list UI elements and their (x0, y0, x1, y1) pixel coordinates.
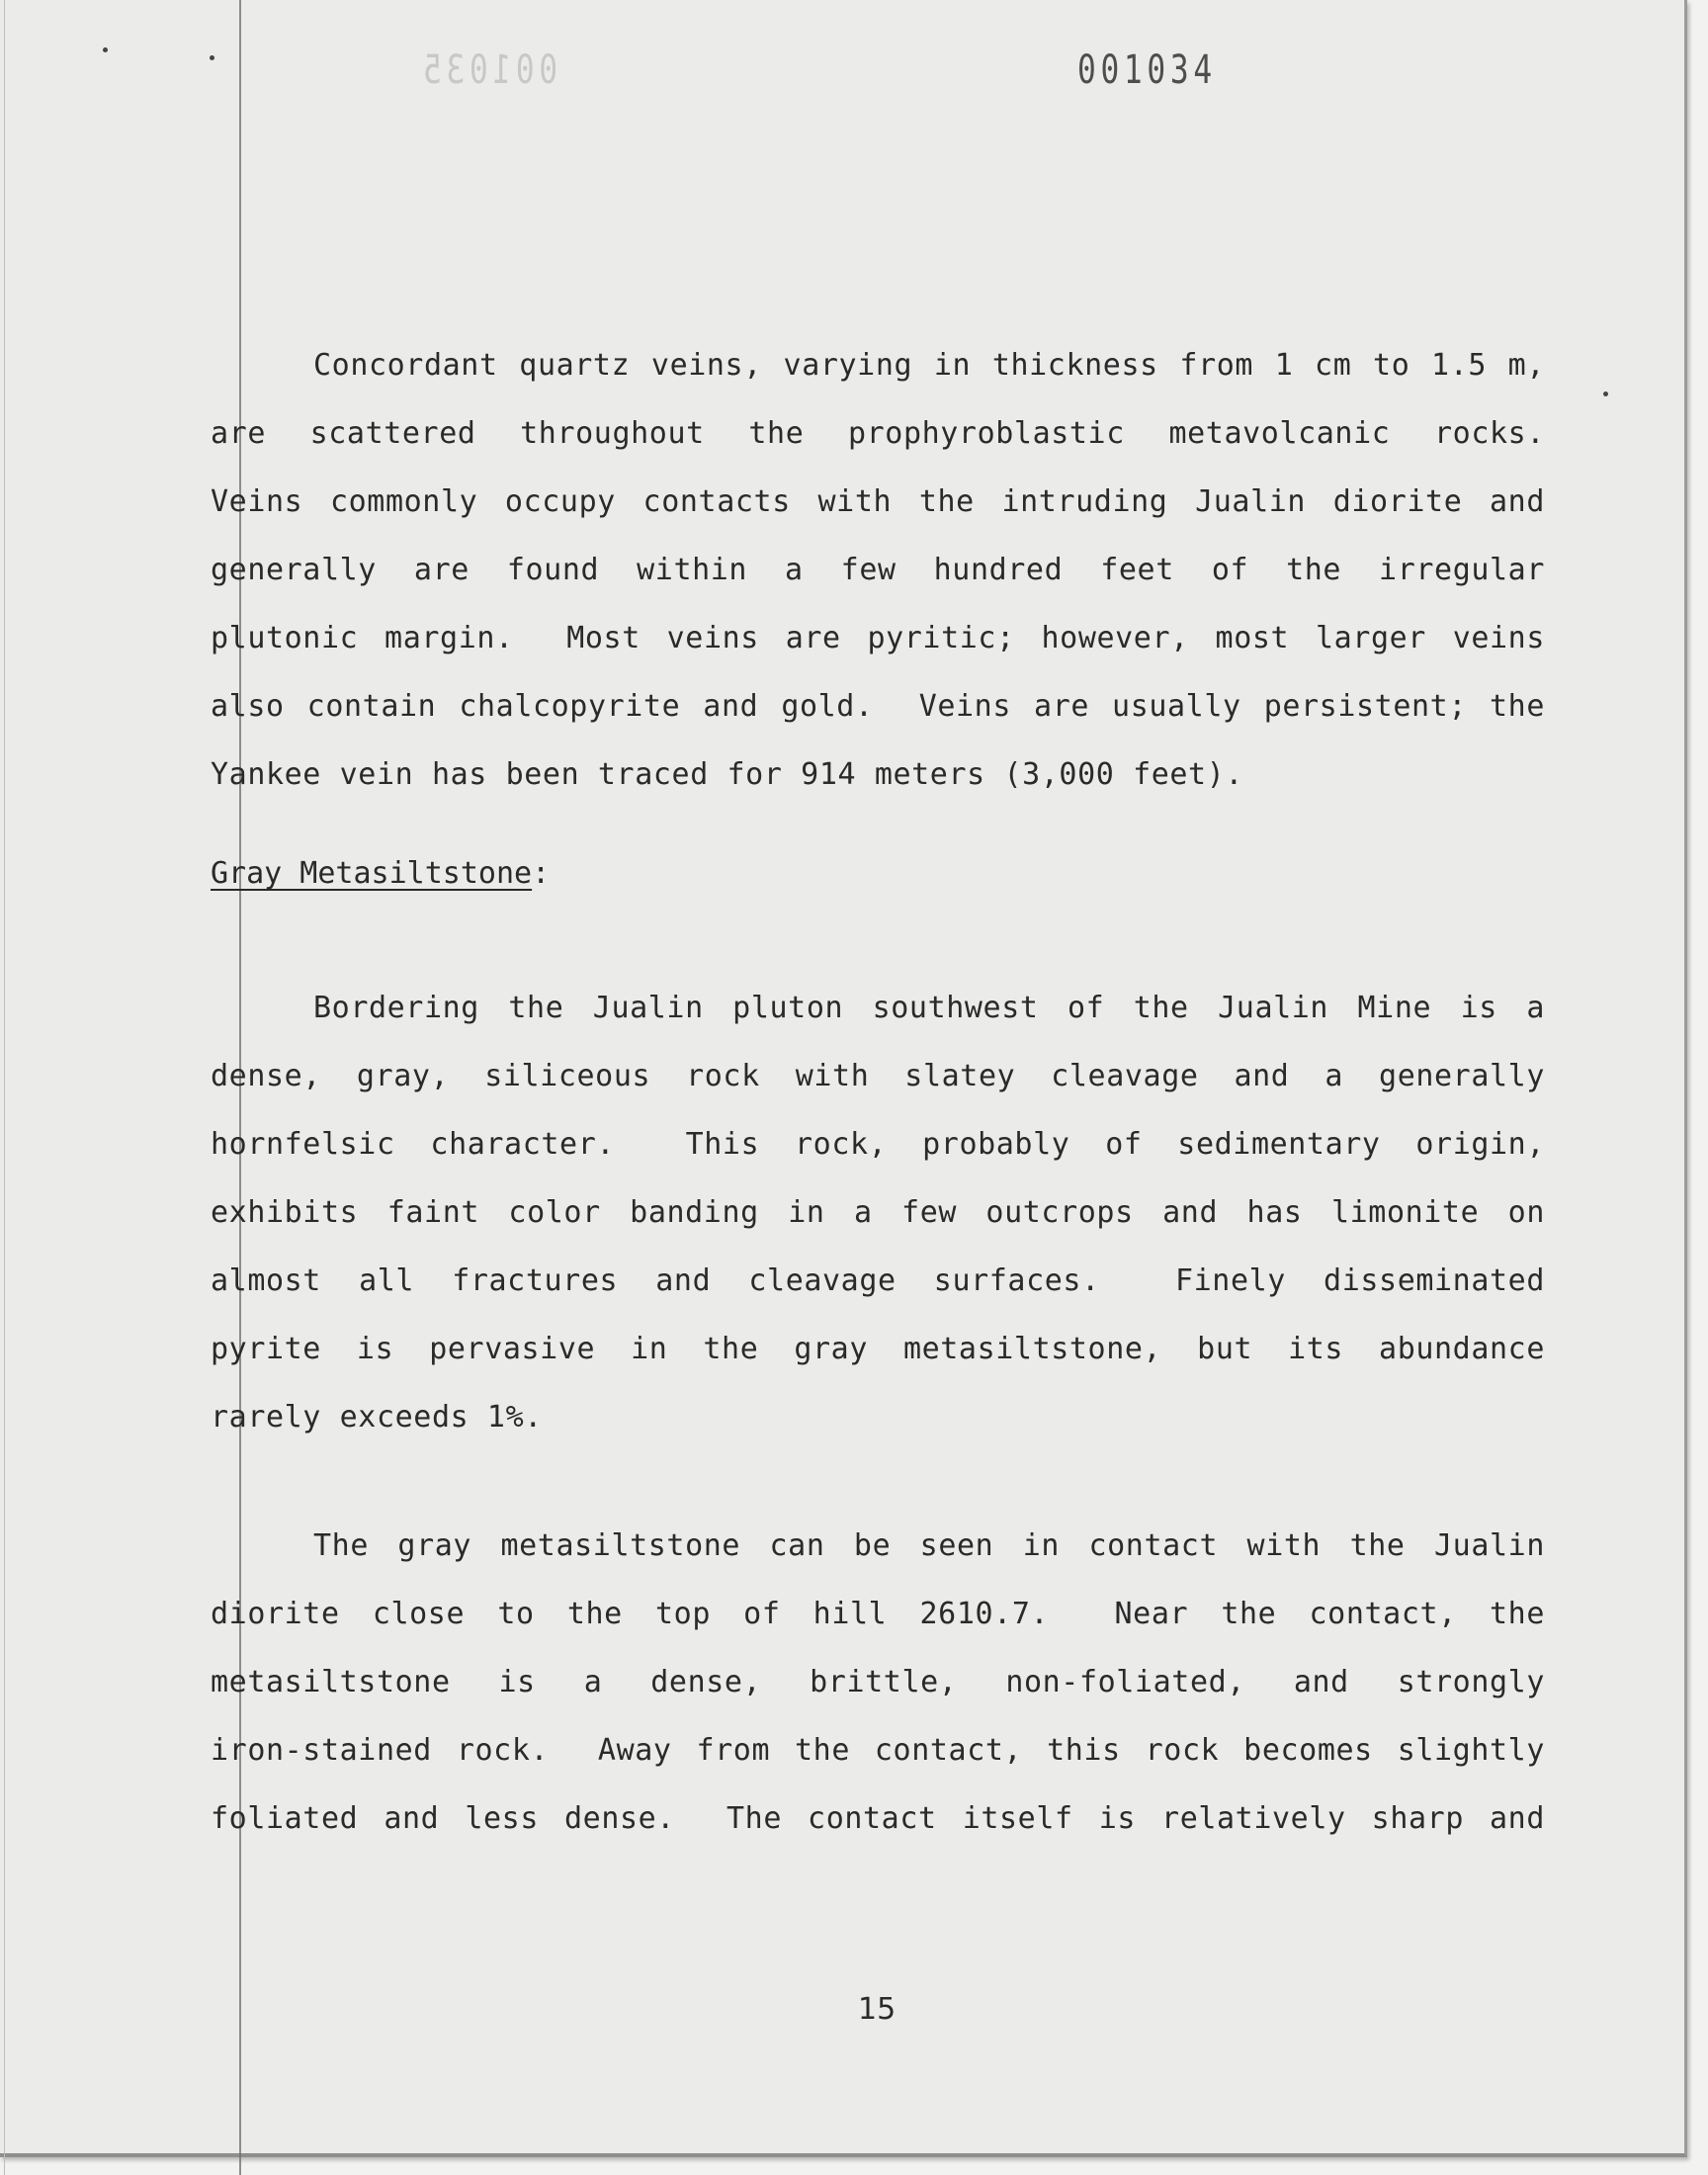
section-heading-text: Gray Metasiltstone (211, 856, 533, 891)
text-line: The gray metasiltstone can be seen in contact with the Jualin (313, 1528, 1545, 1563)
paragraph-metasiltstone-description (211, 991, 1545, 1435)
text-line: are scattered throughout the prophyroblastic metavolcanic rocks. (211, 416, 1545, 451)
text-line: Yankee vein has been traced for 914 meters (3,000 feet). (211, 757, 1244, 792)
text-line: iron-stained rock. Away from the contact, this rock becomes slightly (211, 1733, 1545, 1768)
text-line: rarely exceeds 1%. (211, 1400, 543, 1435)
section-heading (211, 856, 1545, 891)
text-line: pyrite is pervasive in the gray metasiltstone, but its abundance (211, 1332, 1545, 1366)
scan-speck (103, 47, 108, 52)
page-number: 15 (858, 1992, 897, 2027)
text-line: metasiltstone is a dense, brittle, non-foliated, and strongly (211, 1665, 1545, 1699)
text-line: plutonic margin. Most veins are pyritic; however, most larger veins (211, 621, 1545, 655)
scan-edge-line (4, 0, 5, 2175)
text-line: Bordering the Jualin pluton southwest of the Jualin Mine is a (313, 991, 1545, 1025)
document-stamp-number: 001034 (1077, 47, 1217, 93)
text-line: dense, gray, siliceous rock with slatey cleavage and a generally (211, 1059, 1545, 1093)
section-heading-colon: : (532, 856, 551, 891)
text-line: also contain chalcopyrite and gold. Veins are usually persistent; the (211, 689, 1545, 724)
text-line: diorite close to the top of hill 2610.7. Near the contact, the (211, 1597, 1545, 1631)
document-body (211, 348, 1545, 1903)
text-line: almost all fractures and cleavage surfaces. Finely disseminated (211, 1263, 1545, 1298)
scan-speck (210, 55, 214, 60)
text-line: hornfelsic character. This rock, probably of sedimentary origin, (211, 1127, 1545, 1162)
scan-speck (1603, 392, 1608, 396)
bleed-through-stamp: 001035 (418, 47, 558, 93)
paragraph-metasiltstone-contact (211, 1528, 1545, 1836)
text-line: Concordant quartz veins, varying in thickness from 1 cm to 1.5 m, (313, 348, 1545, 383)
text-line: foliated and less dense. The contact itself is relatively sharp and (211, 1801, 1545, 1836)
text-line: generally are found within a few hundred feet of the irregular (211, 553, 1545, 587)
text-line: Veins commonly occupy contacts with the intruding Jualin diorite and (211, 484, 1545, 519)
paragraph-quartz-veins (211, 348, 1545, 792)
text-line: exhibits faint color banding in a few outcrops and has limonite on (211, 1195, 1545, 1230)
